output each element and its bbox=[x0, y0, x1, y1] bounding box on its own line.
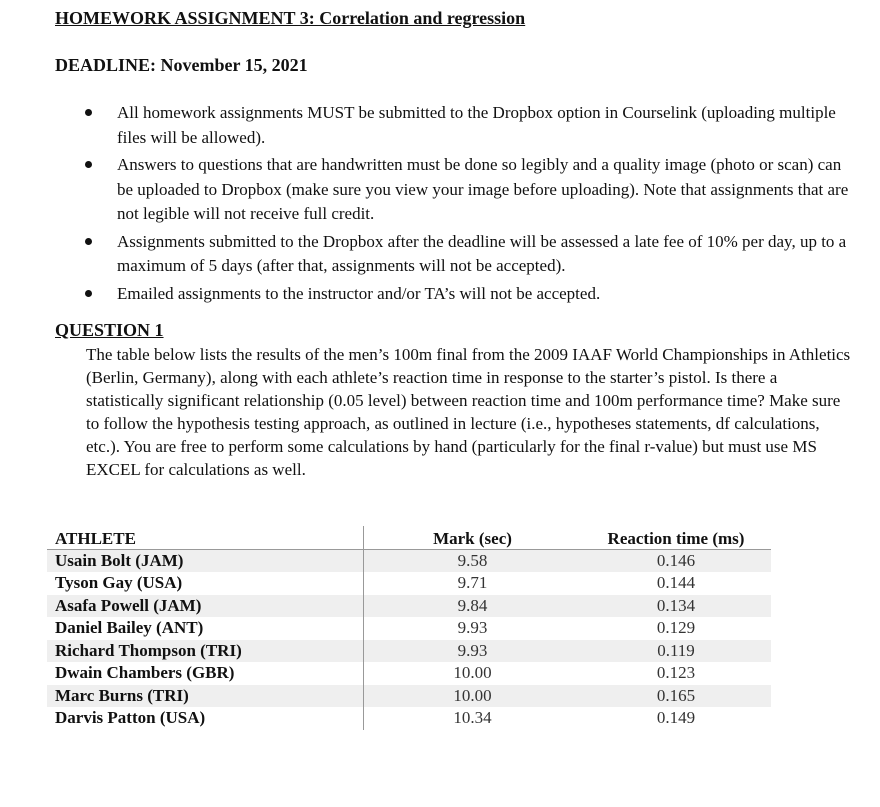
table-row bbox=[47, 707, 771, 730]
rule-text: Answers to questions that are handwritten must be done so legibly and a quality image (photo or scan) can be uploaded to Dropbox (make sure you view your image before uploading). Note that assignments that are not legible will not receive full credit. bbox=[117, 155, 849, 223]
assignment-title: HOMEWORK ASSIGNMENT 3: Correlation and regression bbox=[55, 8, 526, 28]
mark-cell: 9.93 bbox=[364, 640, 582, 663]
bullet-icon bbox=[85, 109, 92, 116]
reaction-cell: 0.119 bbox=[657, 640, 695, 660]
table-row bbox=[47, 595, 771, 618]
reaction-cell: 0.165 bbox=[656, 685, 696, 705]
reaction-cell: 0.144 bbox=[656, 573, 696, 593]
table-row bbox=[47, 549, 771, 572]
mark-cell: 10.34 bbox=[364, 707, 582, 730]
mark-cell: 9.84 bbox=[364, 595, 582, 618]
athlete-cell: Marc Burns (TRI) bbox=[55, 685, 189, 705]
table-row bbox=[47, 685, 771, 708]
bullet-icon bbox=[85, 238, 92, 245]
athlete-cell: Dwain Chambers (GBR) bbox=[55, 663, 235, 683]
header-mark: Mark (sec) bbox=[364, 526, 582, 549]
list-item bbox=[80, 282, 850, 307]
rule-text: Assignments submitted to the Dropbox after the deadline will be assessed a late fee of 10% per day, up to a maximum of 5 days (after that, assignments will not be accepted). bbox=[117, 231, 847, 275]
list-item bbox=[80, 230, 850, 279]
reaction-cell: 0.129 bbox=[656, 618, 696, 638]
table-row bbox=[47, 572, 771, 595]
table-header-row bbox=[47, 526, 771, 549]
table-row bbox=[47, 640, 771, 663]
question-heading: QUESTION 1 bbox=[55, 320, 164, 340]
mark-cell: 9.58 bbox=[364, 549, 582, 572]
list-item bbox=[80, 153, 850, 227]
list-item bbox=[80, 101, 850, 150]
submission-rules-list bbox=[80, 101, 850, 309]
mark-cell: 9.93 bbox=[364, 617, 582, 640]
header-athlete: ATHLETE bbox=[55, 528, 136, 548]
athlete-cell: Richard Thompson (TRI) bbox=[55, 640, 242, 660]
bullet-icon bbox=[85, 161, 92, 168]
reaction-cell: 0.146 bbox=[656, 550, 696, 570]
athlete-cell: Asafa Powell (JAM) bbox=[55, 595, 202, 615]
header-reaction-time: Reaction time (ms) bbox=[607, 528, 745, 548]
mark-cell: 9.71 bbox=[364, 572, 582, 595]
question-body: The table below lists the results of the men’s 100m final from the 2009 IAAF World Championships in Athletics (Berlin, Germany), along with each athlete’s reaction time in response to the starter’s pistol. Is there a statistically significant relationship (0.05 level) between reaction time and 100m performance time? Make sure to follow the hypothesis testing approach, as outlined in lecture (i.e., hypotheses statements, df calculations, etc.). You are free to perform some calculations by hand (particularly for the final r-value) but must use MS EXCEL for calculations as well. bbox=[86, 345, 851, 479]
table-row bbox=[47, 662, 771, 685]
rule-text: All homework assignments MUST be submitted to the Dropbox option in Courselink (uploading multiple files will be allowed). bbox=[117, 103, 836, 147]
mark-cell: 10.00 bbox=[364, 662, 582, 685]
results-table bbox=[47, 526, 771, 730]
bullet-icon bbox=[85, 290, 92, 297]
reaction-cell: 0.149 bbox=[656, 708, 696, 728]
athlete-cell: Daniel Bailey (ANT) bbox=[55, 618, 204, 638]
deadline: DEADLINE: November 15, 2021 bbox=[55, 55, 308, 75]
athlete-cell: Usain Bolt (JAM) bbox=[55, 550, 184, 570]
reaction-cell: 0.123 bbox=[656, 663, 696, 683]
athlete-cell: Tyson Gay (USA) bbox=[55, 573, 183, 593]
table-row bbox=[47, 617, 771, 640]
mark-cell: 10.00 bbox=[364, 685, 582, 708]
athlete-cell: Darvis Patton (USA) bbox=[55, 708, 206, 728]
rule-text: Emailed assignments to the instructor and/or TA’s will not be accepted. bbox=[117, 283, 601, 303]
reaction-cell: 0.134 bbox=[656, 595, 696, 615]
